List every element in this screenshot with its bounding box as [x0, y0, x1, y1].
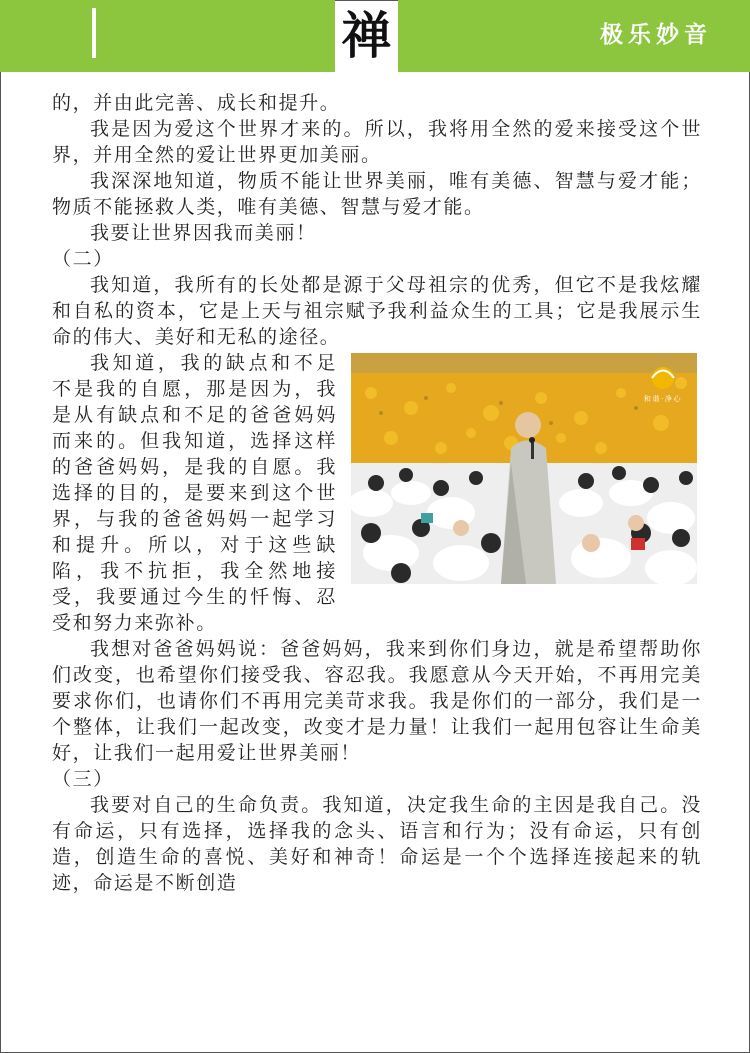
section-heading-3: （三） — [52, 768, 114, 790]
section-heading-2: （二） — [52, 248, 114, 270]
paragraph: 我知道，我的缺点和不足不是我的自愿，那是因为，我是从有缺点和不足的爸爸妈妈而来的。但我知道，选择这样的爸爸妈妈，是我的自愿。我选择的目的，是要来到这个世界，与我的爸爸妈妈一起学习和提升。所以，对于这些缺陷，我不抗拒，我全然地接受，我要通过今生的忏悔、忍受和努力来弥补。 — [52, 352, 337, 634]
paragraph: 的，并由此完善、成长和提升。 — [52, 92, 341, 114]
header-band-left — [0, 0, 335, 72]
paragraph: 我是因为爱这个世界才来的。所以，我将用全然的爱来接受这个世界，并用全然的爱让世界更加美丽。 — [52, 118, 702, 166]
paragraph: 我要让世界因我而美丽！ — [90, 222, 317, 244]
section-title: 极乐妙音 — [600, 22, 712, 48]
photo-logo-text: 和谐·净心 — [643, 395, 683, 403]
paragraph: 我想对爸爸妈妈说：爸爸妈妈，我来到你们身边，就是希望帮助你们改变，也希望你们接受我、容忍我。我愿意从今天开始，不再用完美要求你们，也请你们不再用完美苛求我。我是你们的一部分，我们是一个整体，让我们一起改变，改变才是力量！让我们一起用包容让生命美好，让我们一起用爱让世界美丽！ — [52, 638, 702, 764]
header-divider — [92, 8, 96, 58]
monk-in-flower-field-photo — [351, 353, 697, 584]
paragraph: 我要对自己的生命负责。我知道，决定我生命的主因是我自己。没有命运，只有选择，选择我的念头、语言和行为；没有命运，只有创造，创造生命的喜悦、美好和神奇！命运是一个个选择连接起来的轨迹，命运是不断创造 — [52, 794, 702, 894]
paragraph: 我知道，我所有的长处都是源于父母祖宗的优秀，但它不是我炫耀和自私的资本，它是上天与祖宗赋予我利益众生的工具；它是我展示生命的伟大、美好和无私的途径。 — [52, 274, 702, 348]
paragraph: 我深深地知道，物质不能让世界美丽，唯有美德、智慧与爱才能；物质不能拯救人类，唯有美德、智慧与爱才能。 — [52, 170, 702, 218]
zen-calligraphy: 禅 — [341, 6, 392, 65]
article-body — [52, 90, 702, 896]
